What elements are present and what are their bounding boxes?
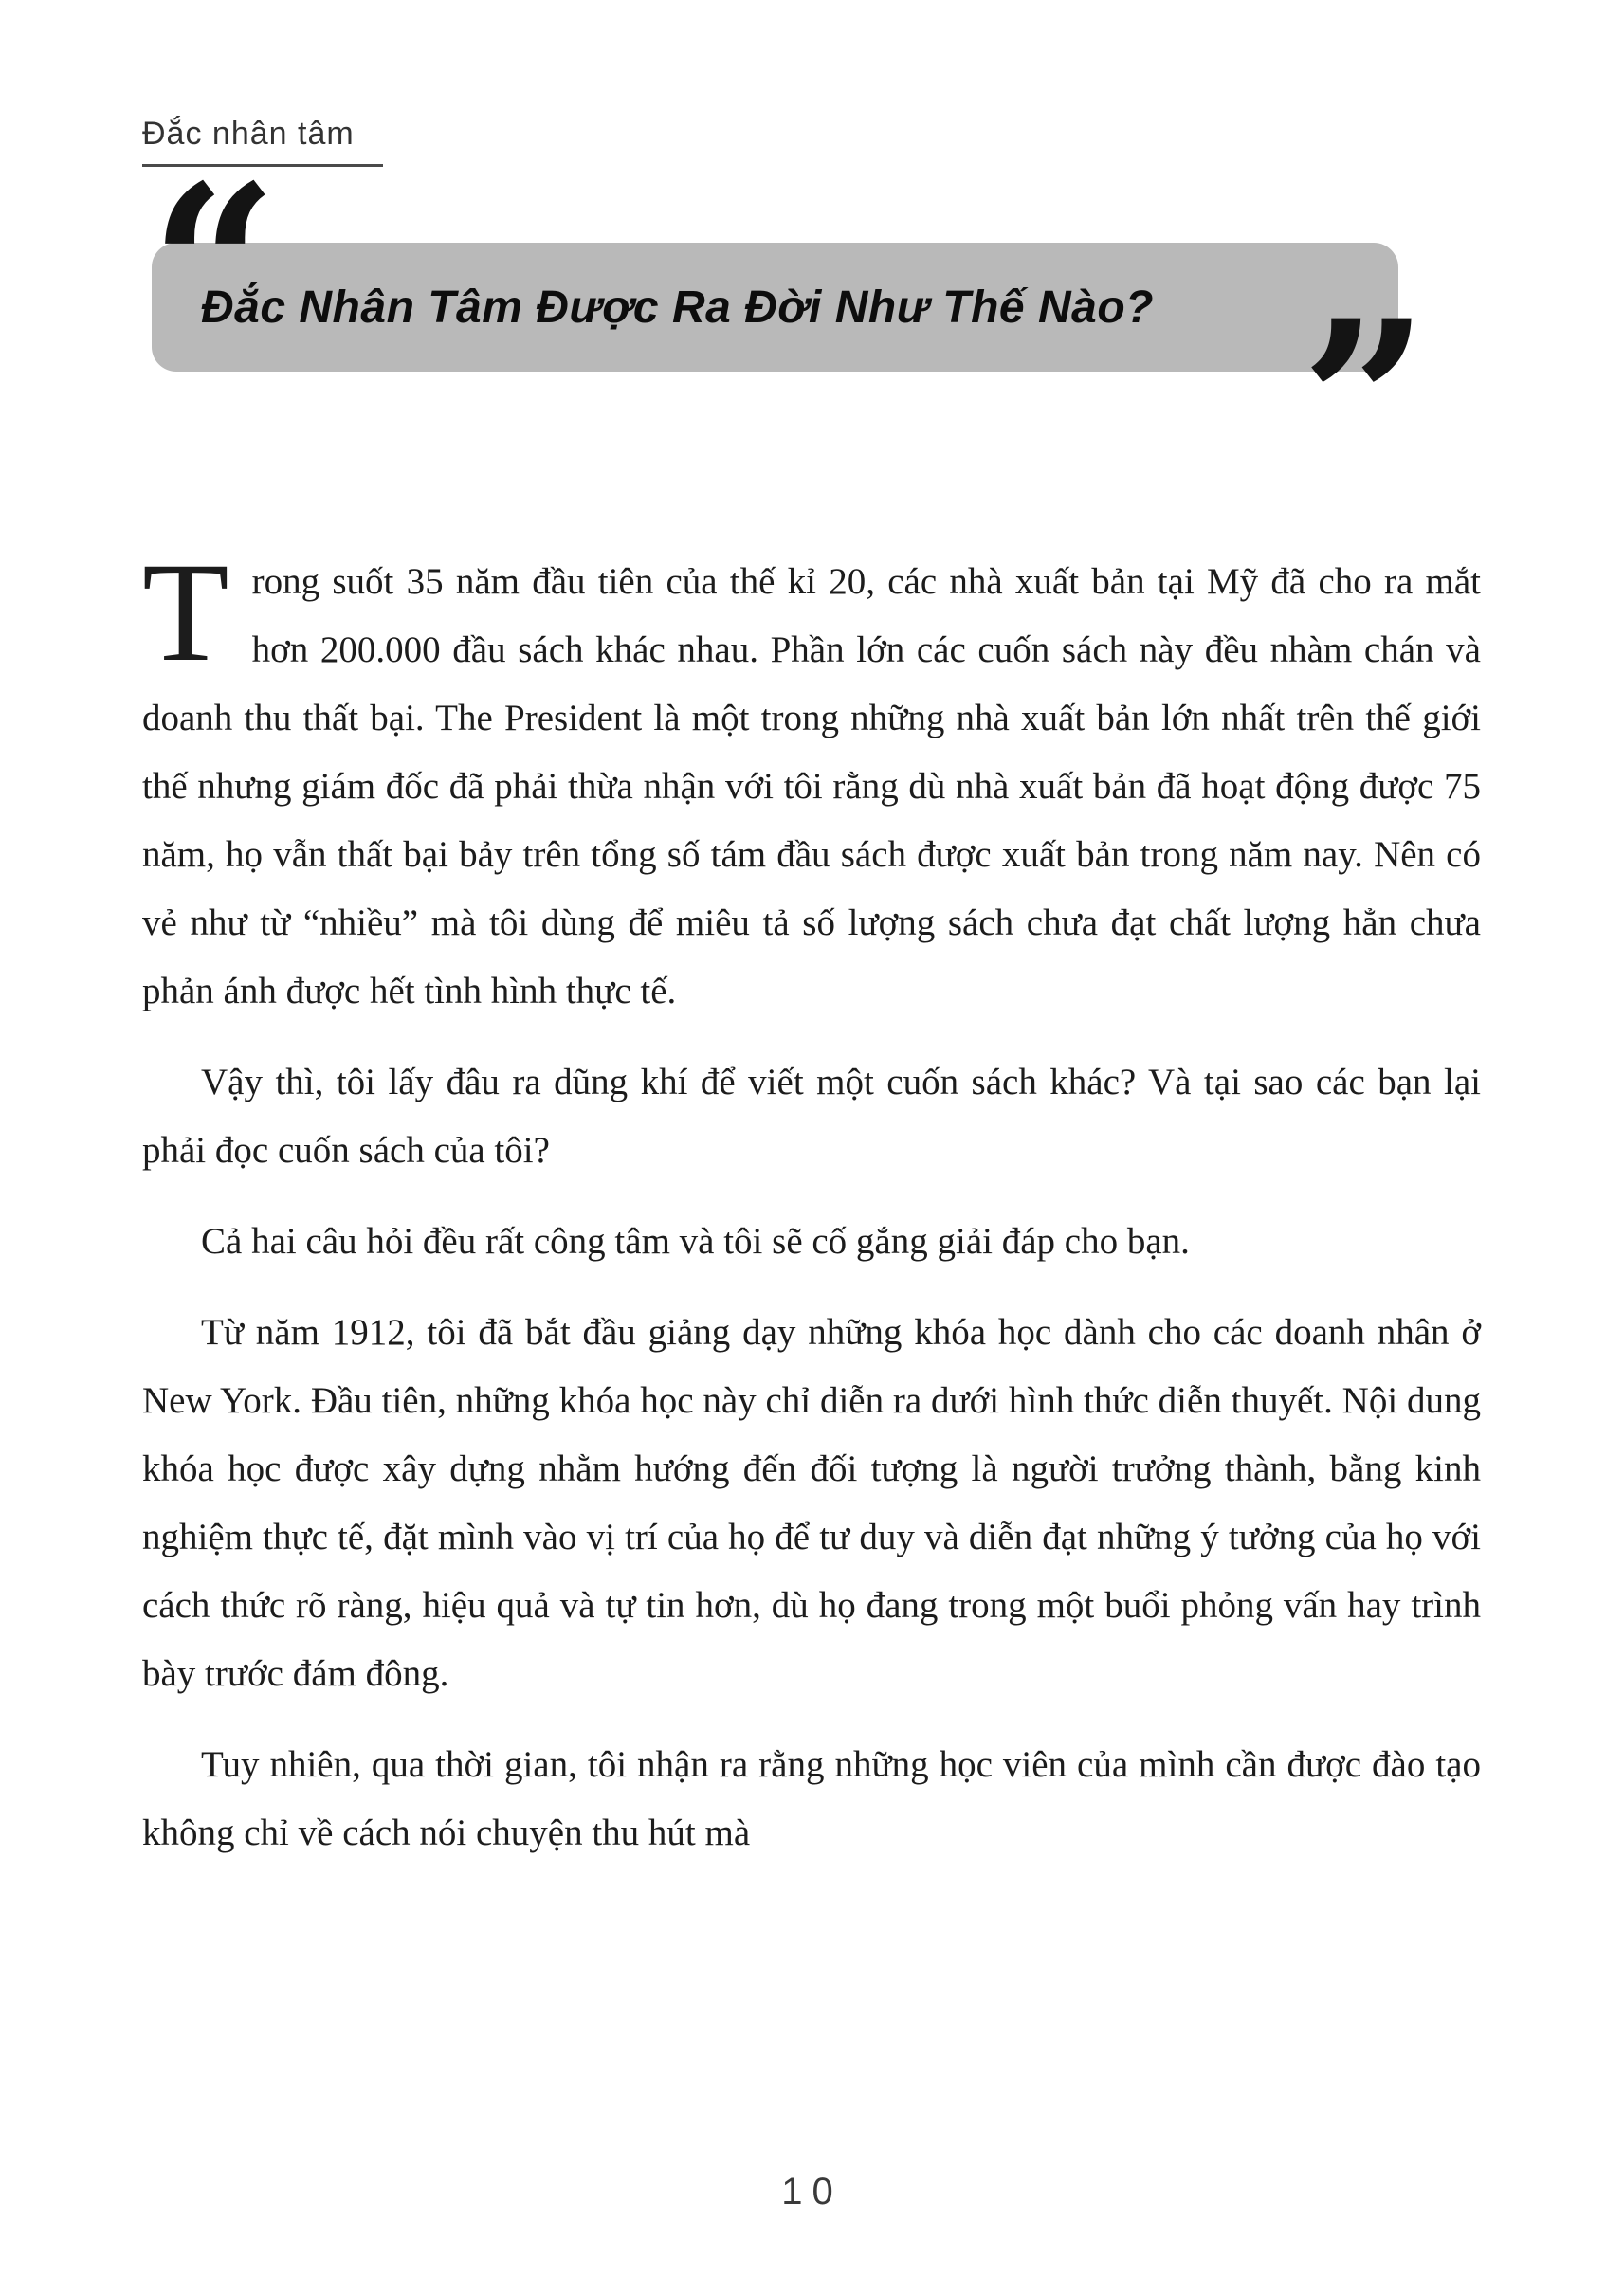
body-text	[142, 534, 1481, 1890]
paragraph-2: Vậy thì, tôi lấy đâu ra dũng khí để viết một cuốn sách khác? Và tại sao các bạn lại phải đọc cuốn sách của tôi?	[142, 1062, 1481, 1171]
paragraph-1	[142, 534, 1481, 1026]
open-quote-icon: “	[150, 137, 279, 398]
paragraph-1-text: rong suốt 35 năm đầu tiên của thế kỉ 20, các nhà xuất bản tại Mỹ đã cho ra mắt hơn 200.000 đầu sách khác nhau. Phần lớn các cuốn sách này đều nhàm chán và doanh thu thất bại. The President là một trong những nhà xuất bản lớn nhất trên thế giới thế nhưng giám đốc đã phải thừa nhận với tôi rằng dù nhà xuất bản đã hoạt động được 75 năm, họ vẫn thất bại bảy trên tổng số tám đầu sách được xuất bản trong năm nay. Nên có vẻ như từ “nhiều” mà tôi dùng để miêu tả số lượng sách chưa đạt chất lượng hẳn chưa phản ánh được hết tình hình thực tế.	[142, 561, 1481, 1011]
chapter-title-banner	[152, 243, 1398, 372]
page-number: 10	[781, 2171, 843, 2213]
close-quote-icon: ”	[1301, 272, 1430, 534]
drop-cap: T	[142, 534, 229, 691]
paragraph-5: Tuy nhiên, qua thời gian, tôi nhận ra rằng những học viên của mình cần được đào tạo không chỉ về cách nói chuyện thu hút mà	[142, 1744, 1481, 1853]
running-head: Đắc nhân tâm	[142, 116, 383, 167]
paragraph-3: Cả hai câu hỏi đều rất công tâm và tôi sẽ cố gắng giải đáp cho bạn.	[201, 1221, 1190, 1262]
chapter-title: Đắc Nhân Tâm Được Ra Đời Như Thế Nào?	[201, 282, 1154, 333]
paragraph-4: Từ năm 1912, tôi đã bắt đầu giảng dạy những khóa học dành cho các doanh nhân ở New York. Đầu tiên, những khóa học này chỉ diễn ra dưới hình thức diễn thuyết. Nội dung khóa học được xây dựng nhằm hướng đến đối tượng là người trưởng thành, bằng kinh nghiệm thực tế, đặt mình vào vị trí của họ để tư duy và diễn đạt những ý tưởng của họ với cách thức rõ ràng, hiệu quả và tự tin hơn, dù họ đang trong một buổi phỏng vấn hay trình bày trước đám đông.	[142, 1312, 1481, 1694]
